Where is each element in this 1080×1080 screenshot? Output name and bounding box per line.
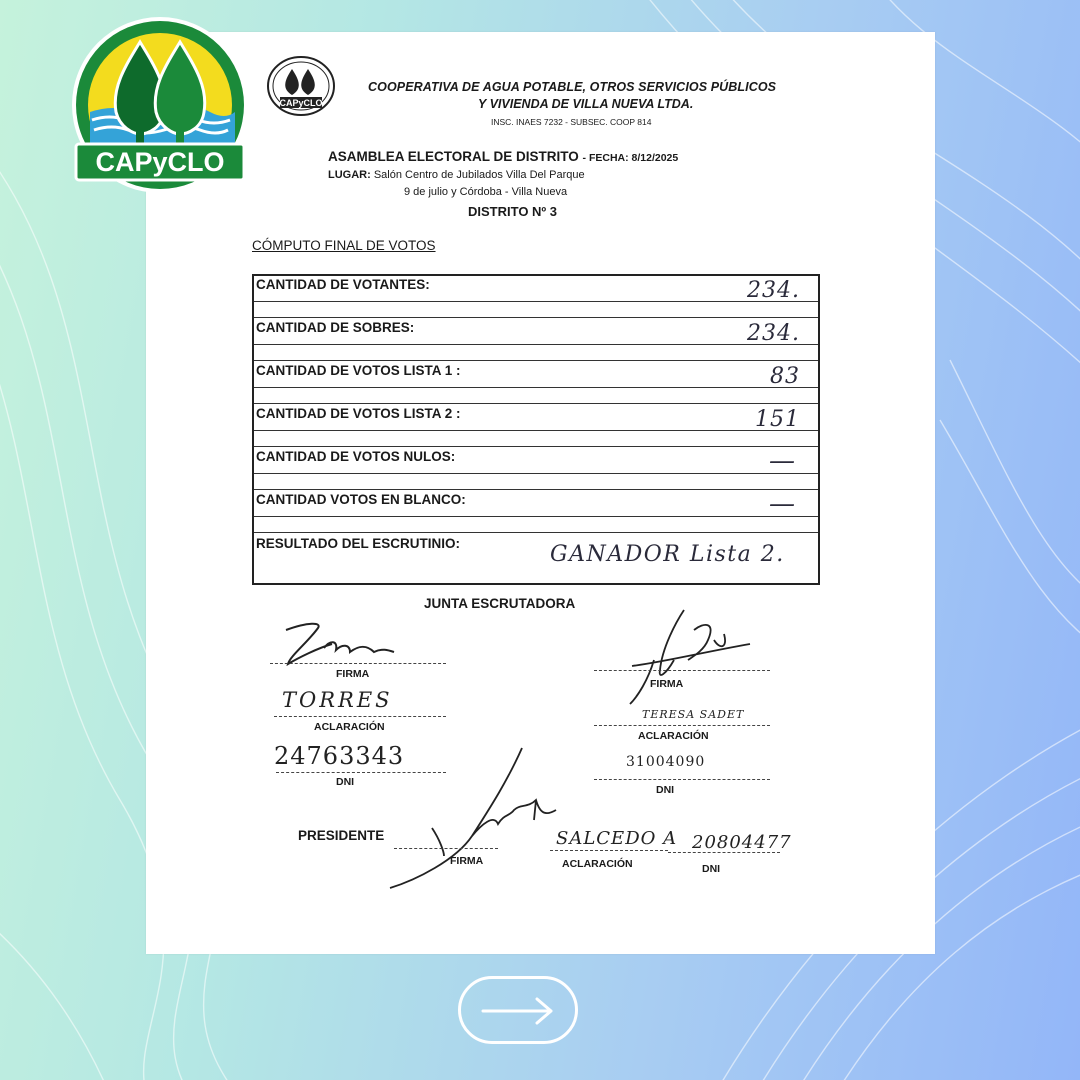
president-signature [386, 744, 566, 890]
dni-line [668, 852, 780, 853]
firma-label: FIRMA [336, 668, 370, 680]
assembly-title-text: ASAMBLEA ELECTORAL DE DISTRITO [328, 149, 579, 164]
signature-line [394, 848, 498, 849]
tally-row [254, 448, 818, 491]
assembly-date: - FECHA: 8/12/2025 [582, 152, 679, 164]
result-row [254, 534, 818, 584]
firma-label: FIRMA [450, 855, 484, 867]
signature-line [594, 670, 770, 671]
next-button[interactable] [458, 976, 578, 1044]
president-dni: 20804477 [692, 832, 792, 853]
president-aclaracion: SALCEDO A [556, 828, 678, 849]
tally-row [254, 362, 818, 405]
small-logo-text: CAPyCLO [279, 98, 323, 108]
tally-value: 234. [747, 278, 800, 303]
result-label: RESULTADO DEL ESCRUTINIO: [256, 536, 461, 551]
scrutiny-document [146, 32, 935, 954]
assembly-address: 9 de julio y Córdoba - Villa Nueva [404, 186, 568, 198]
coop-registration: INSC. INAES 7232 - SUBSEC. COOP 814 [491, 117, 652, 127]
right-dni: 31004090 [626, 754, 706, 770]
tally-value: — [769, 446, 796, 476]
tally-label: CANTIDAD VOTOS EN BLANCO: [256, 492, 466, 507]
arrow-right-icon [481, 997, 555, 1025]
aclaracion-label: ACLARACIÓN [638, 730, 709, 742]
tally-label: CANTIDAD DE VOTANTES: [256, 277, 430, 292]
aclaracion-line [550, 850, 668, 851]
left-aclaracion: TORRES [282, 688, 393, 712]
tally-value: 151 [755, 407, 800, 432]
tally-row [254, 319, 818, 362]
junta-title: JUNTA ESCRUTADORA [424, 596, 576, 611]
tally-row [254, 405, 818, 448]
coop-name-line2: Y VIVIENDA DE VILLA NUEVA LTDA. [478, 97, 694, 111]
right-signature [624, 600, 754, 710]
aclaracion-line [274, 716, 446, 717]
aclaracion-line [594, 725, 770, 726]
place-value: Salón Centro de Jubilados Villa Del Parque [373, 169, 585, 181]
tally-value: 234. [747, 321, 800, 346]
tally-row [254, 491, 818, 534]
section-title: CÓMPUTO FINAL DE VOTOS [252, 238, 436, 253]
small-logo-icon [266, 55, 336, 117]
tally-row [254, 276, 818, 319]
tally-label: CANTIDAD DE VOTOS NULOS: [256, 449, 456, 464]
tally-label: CANTIDAD DE VOTOS LISTA 2 : [256, 406, 461, 421]
signature-line [270, 663, 446, 664]
dni-label: DNI [656, 784, 675, 796]
right-aclaracion: TERESA SADET [642, 708, 745, 721]
capyclo-logo [70, 16, 250, 194]
dni-label: DNI [702, 863, 721, 875]
aclaracion-label: ACLARACIÓN [314, 721, 385, 733]
assembly-title [328, 149, 678, 164]
firma-label: FIRMA [650, 678, 684, 690]
left-dni: 24763343 [274, 742, 405, 770]
coop-name-line1: COOPERATIVA DE AGUA POTABLE, OTROS SERVICIOS PÚBLICOS [368, 80, 777, 94]
tally-value: — [769, 489, 796, 519]
district-number: DISTRITO Nº 3 [468, 204, 558, 219]
logo-text: CAPyCLO [95, 147, 225, 177]
tally-value: 83 [770, 364, 800, 389]
vote-tally-table [252, 274, 820, 585]
dni-line [594, 779, 770, 780]
assembly-place [328, 169, 585, 181]
dni-label: DNI [336, 776, 355, 788]
tally-label: CANTIDAD DE VOTOS LISTA 1 : [256, 363, 461, 378]
tally-label: CANTIDAD DE SOBRES: [256, 320, 415, 335]
result-value: GANADOR Lista 2. [550, 542, 785, 567]
place-label: LUGAR: [328, 169, 371, 181]
president-label: PRESIDENTE [298, 828, 385, 843]
aclaracion-label: ACLARACIÓN [562, 858, 633, 870]
